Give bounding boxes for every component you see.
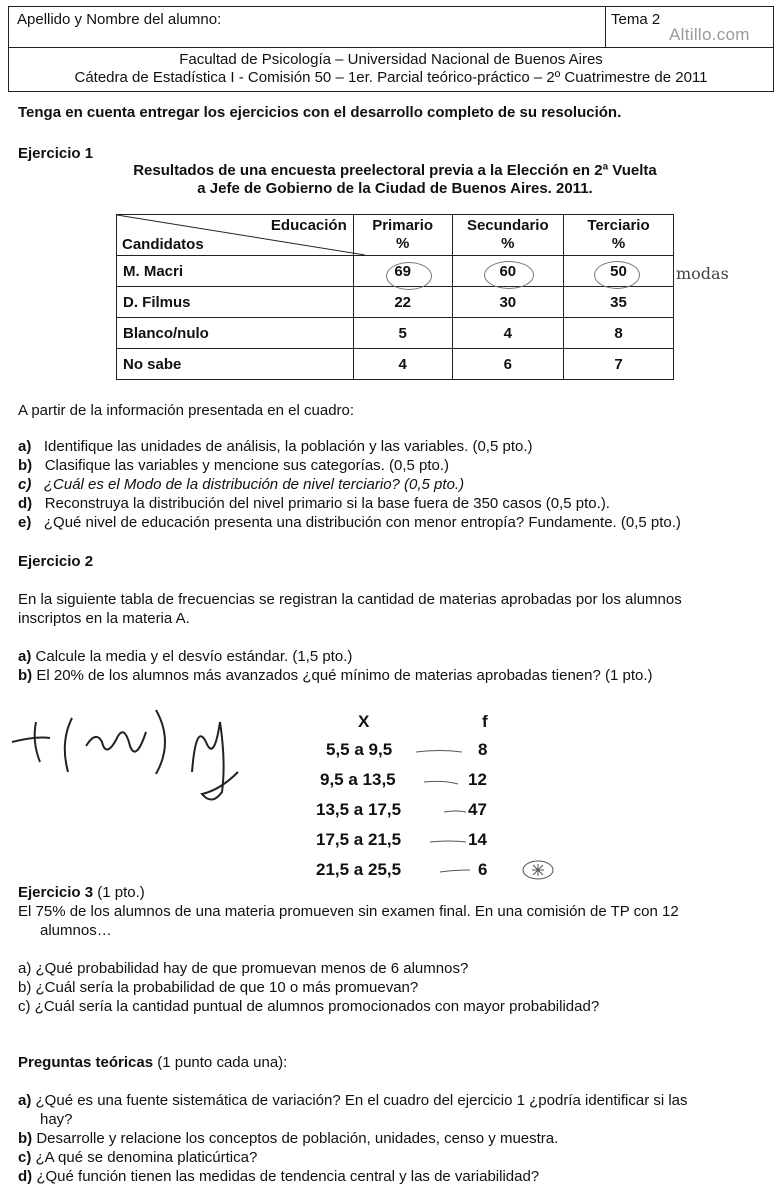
ej1-caption-1: Resultados de una encuesta preelectoral previa a la Elección en 2ª Vuelta xyxy=(133,162,657,179)
cell-value: 7 xyxy=(564,349,674,380)
freq-col-x: X xyxy=(358,712,370,731)
row-label: No sabe xyxy=(117,349,354,380)
table-row xyxy=(117,287,674,318)
freq-row-f: 12 xyxy=(468,770,487,789)
teoricas-item-b: b) Desarrolle y relacione los conceptos de población, unidades, censo y muestra. xyxy=(18,1130,559,1147)
freq-row-f: 6 xyxy=(478,860,488,879)
freq-row-x: 9,5 a 13,5 xyxy=(320,770,396,789)
col-header-secundario: Secundario % xyxy=(452,215,564,256)
faculty-line: Facultad de Psicología – Universidad Nacional de Buenos Aires xyxy=(179,51,603,68)
ej1-item-a: a) Identifique las unidades de análisis, la población y las variables. (0,5 pto.) xyxy=(18,438,533,455)
ej3-item-b: b) ¿Cuál sería la probabilidad de que 10 o más promuevan? xyxy=(18,979,419,996)
star-icon xyxy=(520,858,556,882)
ej2-item-a: a) Calcule la media y el desvío estándar. (1,5 pto.) xyxy=(18,648,353,665)
ej2-item-b: b) El 20% de los alumnos más avanzados ¿qué mínimo de materias aprobadas tienen? (1 pto.) xyxy=(18,667,653,684)
cell-value: 5 xyxy=(353,318,452,349)
ej2-text-1: En la siguiente tabla de frecuencias se registran la cantidad de materias aprobadas por los alumnos xyxy=(18,591,682,608)
freq-row-f: 47 xyxy=(468,800,487,819)
freq-row-f: 14 xyxy=(468,830,487,849)
ej1-item-d: d) Reconstruya la distribución del nivel primario si la base fuera de 350 casos (0,5 pto.). xyxy=(18,495,610,512)
ej3-text-2: alumnos… xyxy=(40,922,112,939)
header-divider xyxy=(605,7,606,47)
freq-row-x: 21,5 a 25,5 xyxy=(316,860,402,879)
teoricas-item-a-cont: hay? xyxy=(40,1111,73,1128)
ej1-title: Ejercicio 1 xyxy=(18,145,94,162)
freq-col-f: f xyxy=(482,712,488,731)
ej2-text-2: inscriptos en la materia A. xyxy=(18,610,190,627)
exam-header xyxy=(8,6,774,92)
course-line: Cátedra de Estadística I - Comisión 50 – 1er. Parcial teórico-práctico – 2º Cuatrimestre de 2011 xyxy=(74,69,708,86)
cell-value: 69 xyxy=(353,256,452,287)
table-corner-cell xyxy=(117,215,354,256)
cell-value: 60 xyxy=(452,256,564,287)
ej1-item-e: e) ¿Qué nivel de educación presenta una distribución con menor entropía? Fundamente. (0,5 pto.) xyxy=(18,514,681,531)
handwritten-scribble xyxy=(6,702,246,812)
freq-row-x: 17,5 a 21,5 xyxy=(316,830,402,849)
col-header-primario: Primario % xyxy=(353,215,452,256)
freq-row-f: 8 xyxy=(478,740,488,759)
cell-value: 8 xyxy=(564,318,674,349)
cell-value: 35 xyxy=(564,287,674,318)
handwritten-circle xyxy=(386,262,432,290)
corner-bottom-label: Candidatos xyxy=(122,236,204,253)
watermark: Altillo.com xyxy=(669,25,750,44)
ej1-item-b: b) Clasifique las variables y mencione sus categorías. (0,5 pto.) xyxy=(18,457,450,474)
ej3-title: Ejercicio 3 (1 pto.) xyxy=(18,884,145,901)
ej3-item-c: c) ¿Cuál sería la cantidad puntual de alumnos promocionados con mayor probabilidad? xyxy=(18,998,600,1015)
freq-row-x: 13,5 a 17,5 xyxy=(316,800,402,819)
teoricas-item-c: c) ¿A qué se denomina platicúrtica? xyxy=(18,1149,258,1166)
intro-instruction: Tenga en cuenta entregar los ejercicios con el desarrollo completo de su resolución. xyxy=(18,104,622,121)
handwritten-circle xyxy=(484,261,534,289)
corner-top-label: Educación xyxy=(270,217,347,234)
cell-value: 4 xyxy=(452,318,564,349)
col-header-terciario: Terciario % xyxy=(564,215,674,256)
cell-value: 22 xyxy=(353,287,452,318)
ej3-text-1: El 75% de los alumnos de una materia promueven sin examen final. En una comisión de TP con 12 xyxy=(18,903,679,920)
ej3-item-a: a) ¿Qué probabilidad hay de que promuevan menos de 6 alumnos? xyxy=(18,960,469,977)
table-row xyxy=(117,349,674,380)
row-label: M. Macri xyxy=(117,256,354,287)
student-name-label: Apellido y Nombre del alumno: xyxy=(17,11,222,28)
teoricas-item-a: a) ¿Qué es una fuente sistemática de variación? En el cuadro del ejercicio 1 ¿podría identificar si las xyxy=(18,1092,688,1109)
cell-value: 6 xyxy=(452,349,564,380)
ej1-lead: A partir de la información presentada en el cuadro: xyxy=(18,402,355,419)
ej1-caption-2: a Jefe de Gobierno de la Ciudad de Buenos Aires. 2011. xyxy=(197,180,593,197)
handwritten-dashes xyxy=(410,740,480,880)
handwritten-circle xyxy=(594,261,640,289)
ej2-title: Ejercicio 2 xyxy=(18,553,94,570)
handwritten-note: modas xyxy=(676,264,729,283)
ej1-item-c: c) ¿Cuál es el Modo de la distribución de nivel terciario? (0,5 pto.) xyxy=(18,476,465,493)
cell-value: 30 xyxy=(452,287,564,318)
teoricas-item-d: d) ¿Qué función tienen las medidas de tendencia central y las de variabilidad? xyxy=(18,1168,540,1185)
table-row xyxy=(117,318,674,349)
teoricas-title: Preguntas teóricas (1 punto cada una): xyxy=(18,1054,288,1071)
cell-value: 4 xyxy=(353,349,452,380)
freq-row-x: 5,5 a 9,5 xyxy=(326,740,393,759)
row-label: Blanco/nulo xyxy=(117,318,354,349)
tema-label: Tema 2 xyxy=(611,11,661,28)
election-table xyxy=(116,214,674,380)
cell-value: 50 xyxy=(564,256,674,287)
row-label: D. Filmus xyxy=(117,287,354,318)
